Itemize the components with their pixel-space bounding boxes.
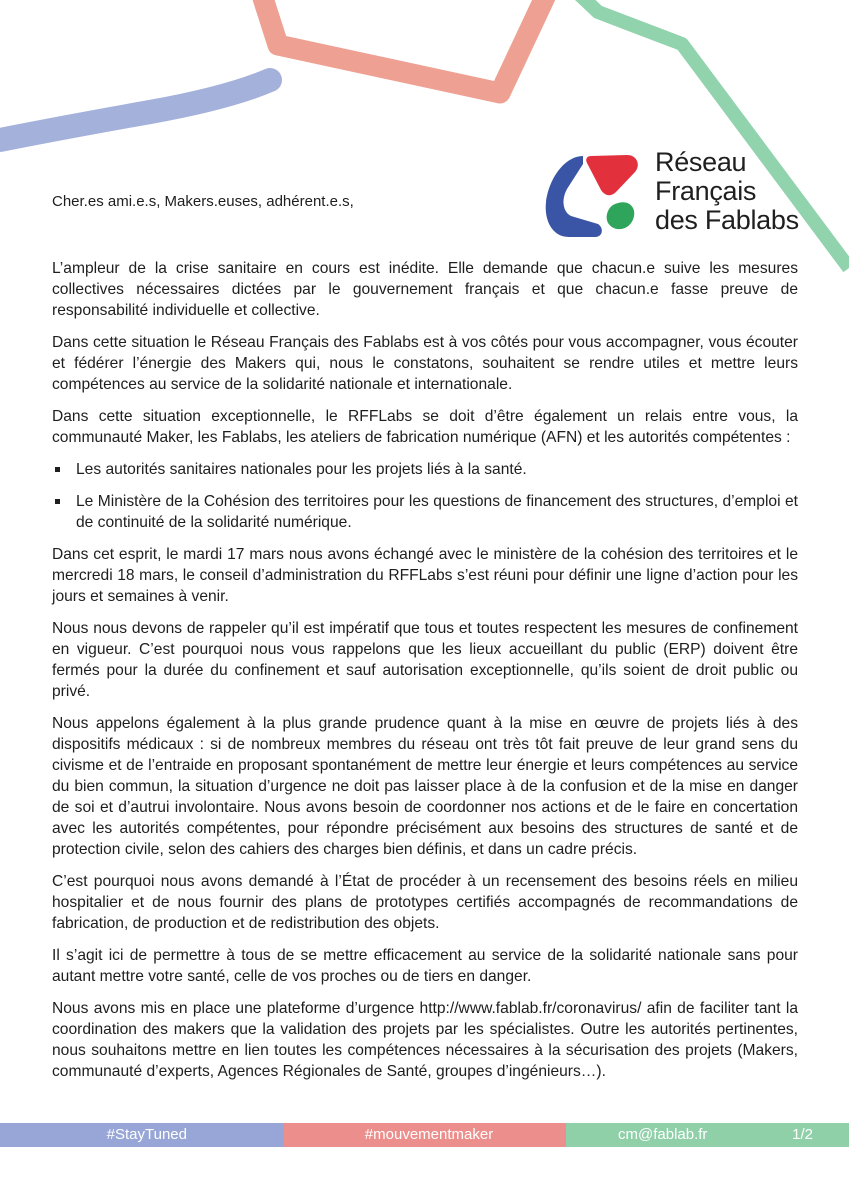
authorities-list <box>52 459 798 533</box>
list-item <box>52 459 798 480</box>
brand-name-line-3: des Fablabs <box>655 205 799 235</box>
footer-hashtag-staytuned: #StayTuned <box>0 1123 284 1147</box>
footer-hashtag-mouvementmaker: #mouvementmaker <box>284 1123 566 1147</box>
paragraph-8: Il s’agit ici de permettre à tous de se mettre efficacement au service de la solidarité nationale sans pour autant mettre votre santé, celle de vos proches ou de tiers en danger. <box>52 947 798 985</box>
paragraph-9: Nous avons mis en place une plateforme d’urgence http://www.fablab.fr/coronavirus/ afin de faciliter tant la coordination des makers que la validation des projets par les spécialistes. Outre les autorités pertinentes, nous souhaitons mettre en lien toutes les compétences nécessaires à la sécurisation des projets (Makers, communauté d’experts, Agences Régionales de Santé, groupes d’ingénieurs…). <box>52 1000 798 1080</box>
paragraph-5: Nous nous devons de rappeler qu’il est impératif que tous et toutes respectent les mesures de confinement en vigueur. C’est pourquoi nous vous rappelons que les lieux accueillant du public (ERP) doivent être fermés pour la durée du confinement et sauf autorisation exceptionnelle, qu’ils soient de droit public ou privé. <box>52 620 798 700</box>
list-item-text: Les autorités sanitaires nationales pour les projets liés à la santé. <box>76 461 527 478</box>
letter-greeting: Cher.es ami.e.s, Makers.euses, adhérent.e.s, <box>52 193 354 210</box>
square-bullet-icon <box>55 499 60 504</box>
salmon-zigzag-line <box>262 0 546 93</box>
brand-name-line-1: Réseau <box>655 147 747 177</box>
list-item-text: Le Ministère de la Cohésion des territoires pour les questions de financement des structures, d’emploi et de continuité de la solidarité numérique. <box>76 493 798 531</box>
paragraph-4: Dans cet esprit, le mardi 17 mars nous avons échangé avec le ministère de la cohésion des territoires et le mercredi 18 mars, le conseil d’administration du RFFLabs s’est réuni pour définir une ligne d’action pour les jours et semaines à venir. <box>52 546 798 605</box>
paragraph-2: Dans cette situation le Réseau Français des Fablabs est à vos côtés pour vous accompagner, vous écouter et fédérer l’énergie des Makers qui, nous le constatons, souhaitent se rendre utiles et mettre leurs compétences au service de la solidarité nationale et internationale. <box>52 334 798 393</box>
paragraph-1: L’ampleur de la crise sanitaire en cours est inédite. Elle demande que chacun.e suive les mesures collectives nécessaires dictées par le gouvernement français et que chacun.e fasse preuve de responsabilité individuelle et collective. <box>52 260 798 319</box>
square-bullet-icon <box>55 467 60 472</box>
logo-red-shape <box>586 155 638 195</box>
brand-name-line-2: Français <box>655 176 757 206</box>
page-number: 1/2 <box>792 1126 813 1143</box>
footer-contact <box>566 1123 849 1147</box>
list-item <box>52 491 798 533</box>
brand-name <box>655 148 799 235</box>
footer-bar <box>0 1123 849 1147</box>
paragraph-6: Nous appelons également à la plus grande prudence quant à la mise en œuvre de projets liés à des dispositifs médicaux : si de nombreux membres du réseau ont très tôt fait preuve de leur grand sens du civisme et de l’entraide en proposant spontanément de mettre leur énergie et leurs compétences au service du bien commun, la situation d’urgence ne doit pas laisser place à de la confusion et de la mise en danger de soi et d’autrui involontaire. Nous avons besoin de coordonner nos actions et de le faire en concertation avec les autorités compétentes, pour répondre précisément aux besoins des structures de santé et de protection civile, selon des cahiers des charges bien définis, et dans un cadre précis. <box>52 715 798 858</box>
paragraph-7: C’est pourquoi nous avons demandé à l’État de procéder à un recensement des besoins réels en milieu hospitalier et de nous fournir des plans de prototypes certifiés accompagnés de recommandations de fabrication, de production et de redistribution des objets. <box>52 873 798 932</box>
letter-body <box>52 258 798 1093</box>
footer-email: cm@fablab.fr <box>618 1126 708 1143</box>
fablab-logo-icon <box>543 150 643 242</box>
blue-wave-line <box>0 80 270 140</box>
paragraph-3: Dans cette situation exceptionnelle, le RFFLabs se doit d’être également un relais entre vous, la communauté Maker, les Fablabs, les ateliers de fabrication numérique (AFN) et les autorités compétentes : <box>52 408 798 446</box>
logo-green-shape <box>607 202 635 229</box>
